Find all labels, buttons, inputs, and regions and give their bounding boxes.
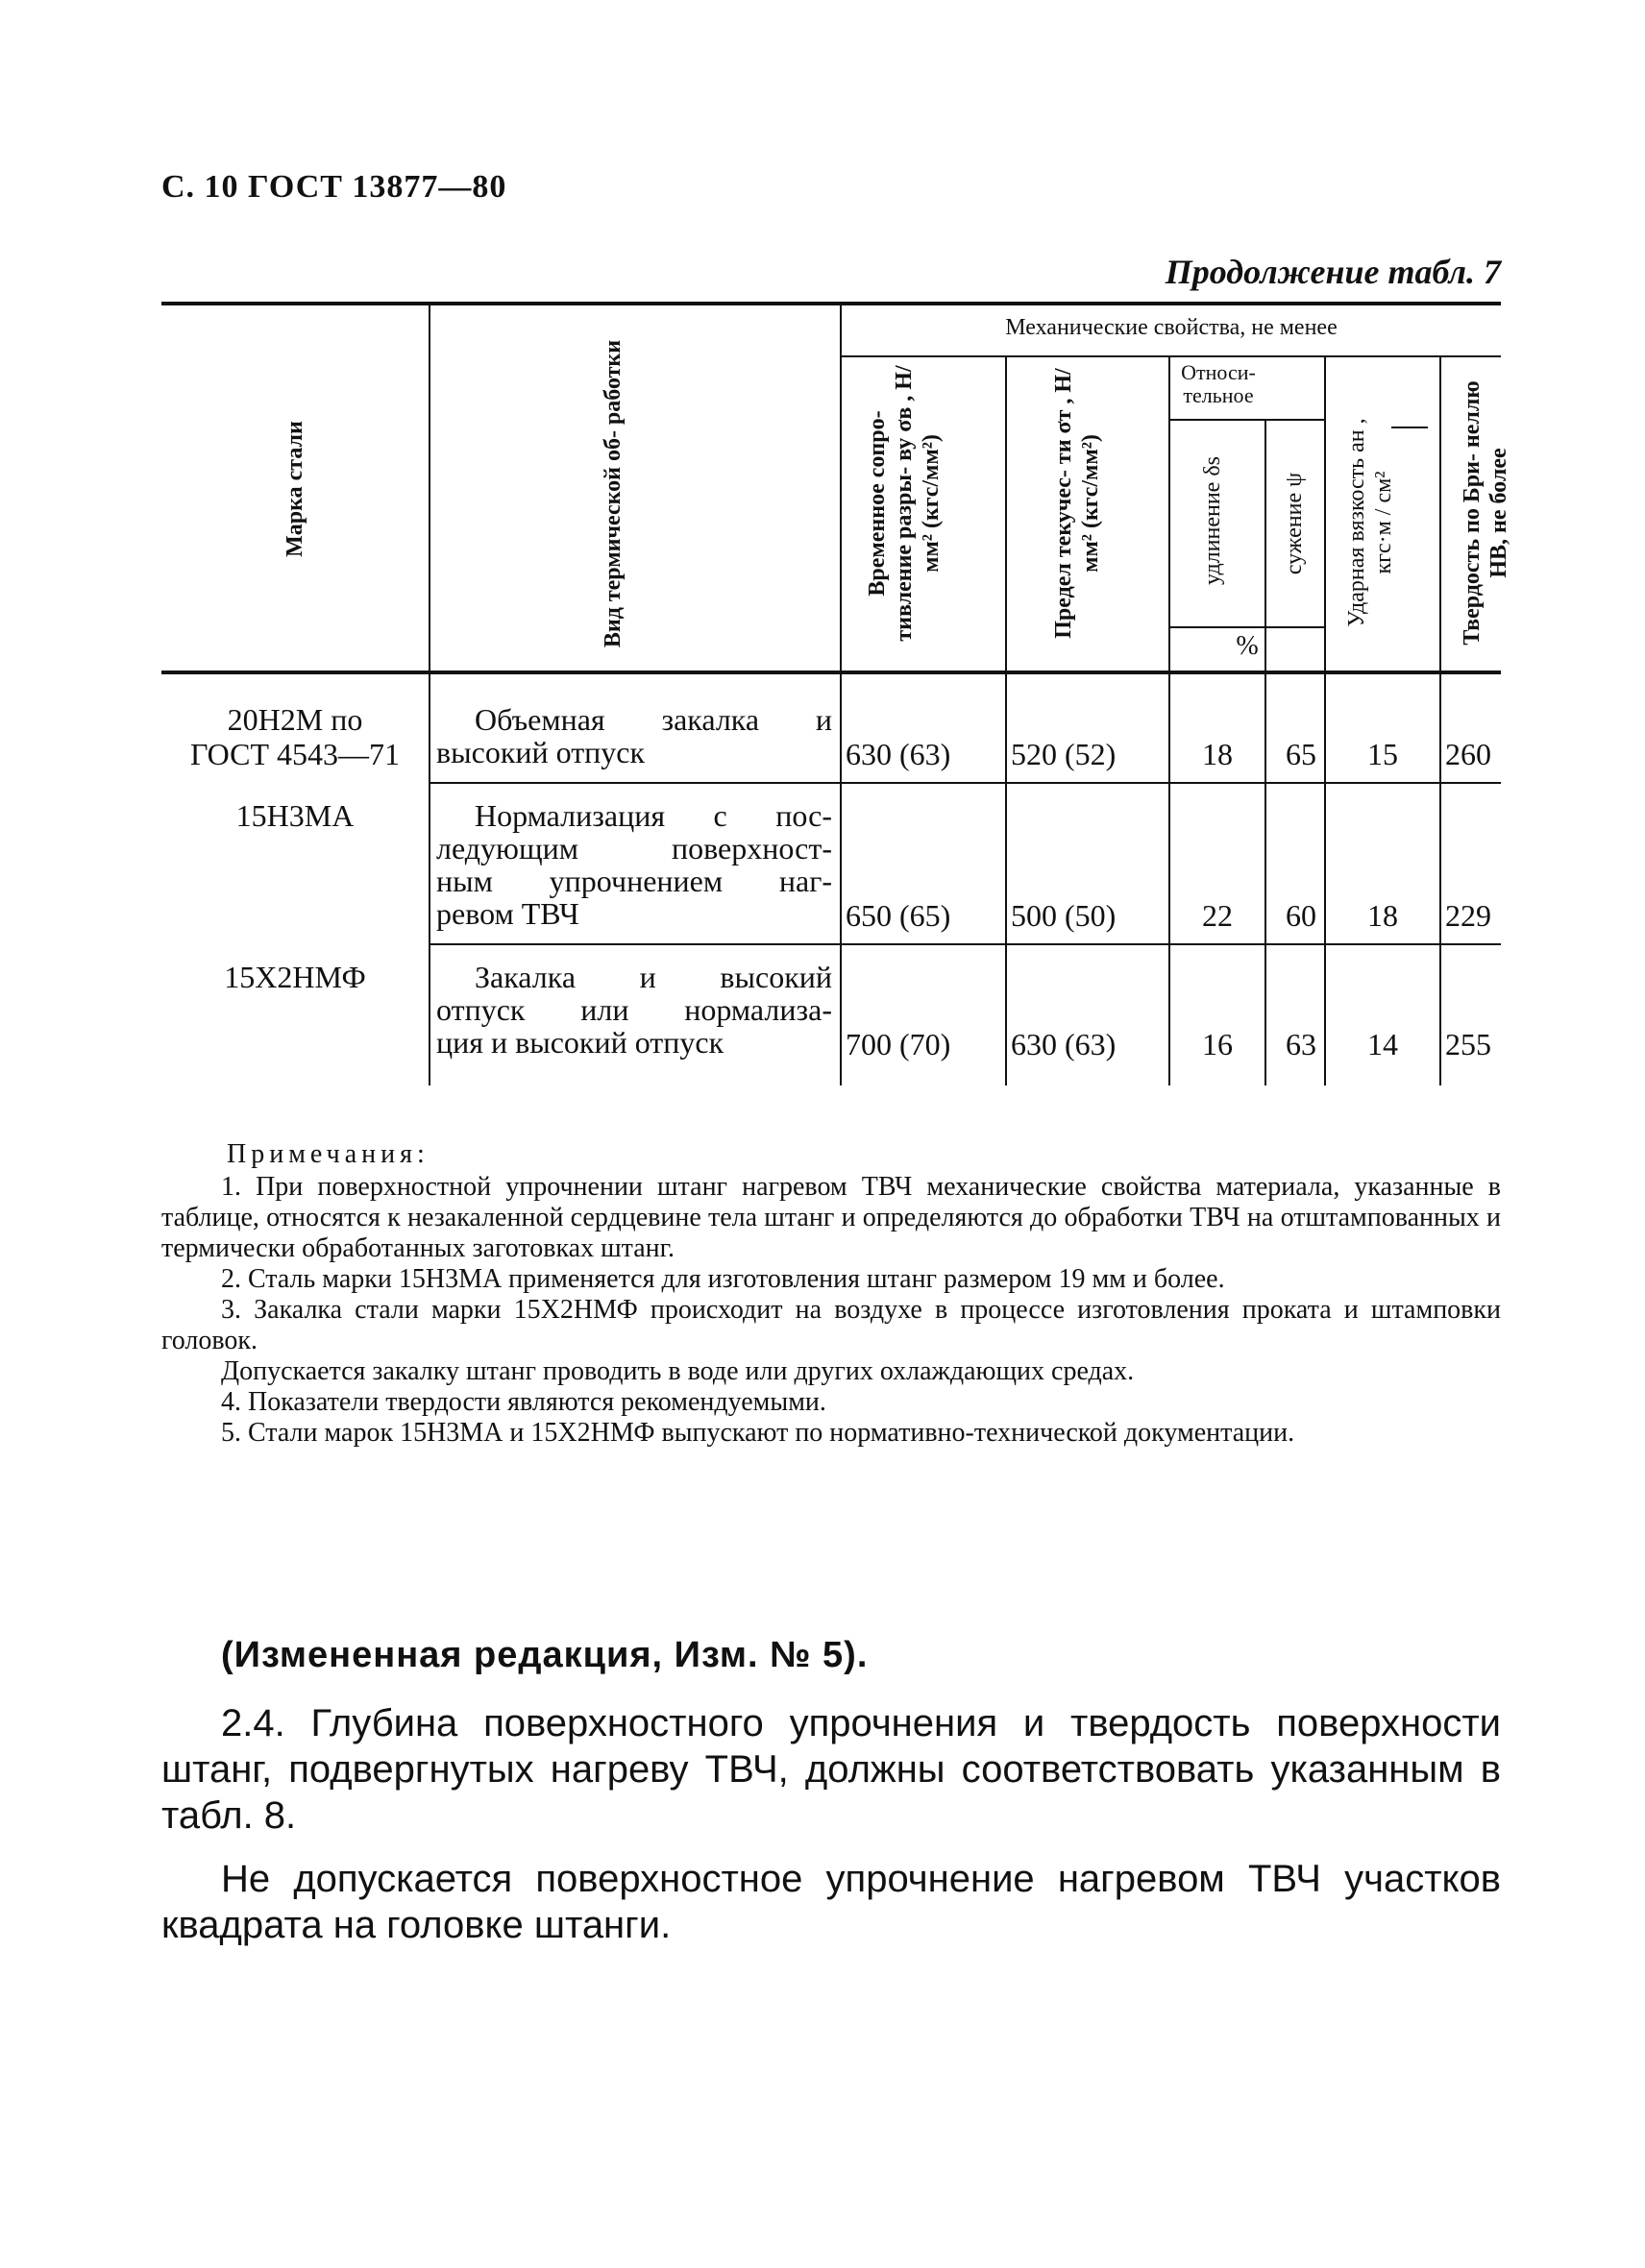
row3-elongation: 16 [1202, 1027, 1233, 1061]
row3-treatment-line2: отпуск или нормализа- [436, 992, 832, 1027]
row1-treatment-line2: высокий отпуск [436, 735, 646, 769]
header-hardness: Твердость по Бри- неллю HB, не более [1460, 380, 1511, 646]
row3-impact: 14 [1367, 1027, 1398, 1061]
paragraph-surface-hardening [161, 1856, 1501, 1948]
header-percent: % [1236, 631, 1259, 661]
row1-steel-line1: 20Н2М по [227, 702, 363, 737]
row2-steel: 15Н3МА [235, 798, 355, 833]
row-divider-2 [430, 943, 1501, 945]
relative-group-line [1170, 419, 1326, 421]
note-5: 5. Стали марок 15Н3МА и 15Х2НМФ выпускают по нормативно-технической документации. [221, 1418, 1295, 1448]
col-line-7 [1439, 355, 1441, 1085]
row3-yield: 630 (63) [1011, 1027, 1117, 1061]
row1-yield: 520 (52) [1011, 737, 1117, 771]
note-2: 2. Сталь марки 15Н3МА применяется для изготовления штанг размером 19 мм и более. [221, 1264, 1225, 1294]
row3-treatment-line1: Закалка и высокий [475, 960, 832, 994]
row1-treatment-line1: Объемная закалка и [475, 702, 832, 737]
row2-ultimate: 650 (65) [846, 898, 951, 933]
header-steel-grade: Марка стали [282, 421, 307, 557]
page-header: С. 10 ГОСТ 13877—80 [161, 169, 507, 205]
row2-reduction: 60 [1286, 898, 1316, 933]
properties-table [161, 302, 1511, 1099]
amendment-note: (Измененная редакция, Изм. № 5). [221, 1635, 869, 1675]
header-impact-strength: Ударная вязкость aн , кгс·м / см² [1344, 418, 1396, 627]
row1-hardness: 260 [1445, 737, 1491, 771]
header-reduction: сужение ψ [1282, 472, 1307, 575]
col-line-3 [1005, 355, 1007, 1085]
row3-ultimate: 700 (70) [846, 1027, 951, 1061]
paragraph-2-4-text: 2.4. Глубина поверхностного упрочнения и твердость поверхности штанг, подвергнутых нагреву ТВЧ, должны соответствовать указанным в табл. 8. [161, 1702, 1501, 1837]
table-caption: Продолжение табл. 7 [1165, 253, 1501, 291]
hardness-rule-1 [1439, 782, 1501, 784]
row1-steel-line2: ГОСТ 4543—71 [189, 737, 401, 771]
note-1: 1. При поверхностной упрочнении штанг нагревом ТВЧ механические свойства материала, указанные в таблице, относятся к незакаленной сердцевине тела штанг и определяются до обработки ТВЧ на отштампованных и термически обработанных заготовках штанг. [161, 1172, 1501, 1263]
row3-hardness: 255 [1445, 1027, 1491, 1061]
row1-impact: 15 [1367, 737, 1398, 771]
col-line-6 [1324, 355, 1326, 1085]
row2-treatment-line1: Нормализация с пос- [475, 798, 832, 833]
percent-line [1170, 626, 1326, 628]
row1-elongation: 18 [1202, 737, 1233, 771]
col-line-4 [1168, 355, 1170, 1085]
paragraph-surface-hardening-text: Не допускается поверхностное упрочнение нагревом ТВЧ участков квадрата на головке штанги. [161, 1858, 1501, 1946]
notes-title: Примечания: [227, 1139, 430, 1169]
row1-reduction: 65 [1286, 737, 1316, 771]
note-3b: Допускается закалку штанг проводить в воде или других охлаждающих средах. [221, 1356, 1135, 1386]
header-heat-treatment: Вид термической об- работки [601, 339, 626, 648]
header-yield-strength: Предел текучес- ти σт , Н/мм² (кгс/мм²) [1051, 368, 1103, 639]
header-relative-group: Относи- тельное [1181, 360, 1256, 407]
row2-treatment-line4: ревом ТВЧ [436, 896, 579, 931]
row1-ultimate: 630 (63) [846, 737, 951, 771]
col-line-2 [840, 302, 842, 1085]
note-3: 3. Закалка стали марки 15Х2НМФ происходит на воздухе в процессе изготовления проката и штамповки головок. [161, 1295, 1501, 1355]
row1-treatment [436, 703, 832, 768]
header-ultimate-strength: Временное сопро- тивление разры- ву σв , Н/мм² (кгс/мм²) [865, 365, 944, 642]
row3-steel: 15Х2НМФ [224, 960, 366, 994]
col-line-5 [1264, 419, 1266, 1085]
row2-yield: 500 (50) [1011, 898, 1117, 933]
table-notes [161, 1139, 1501, 1449]
table-top-border [161, 302, 1501, 305]
paragraph-2-4 [161, 1700, 1501, 1839]
row2-treatment-line3: ным упрочнением наг- [436, 864, 832, 898]
row2-treatment [436, 799, 832, 930]
row2-impact: 18 [1367, 898, 1398, 933]
header-mech-group: Механические свойства, не менее [1005, 315, 1338, 340]
note-4: 4. Показатели твердости являются рекомендуемыми. [221, 1387, 826, 1417]
row3-reduction: 63 [1286, 1027, 1316, 1061]
col-line-1 [429, 302, 430, 1085]
row-divider-1 [430, 782, 1501, 784]
row3-treatment-line3: ция и высокий отпуск [436, 1025, 724, 1060]
row3-treatment [436, 961, 832, 1059]
header-elongation: удлинение δs [1200, 456, 1225, 586]
row2-hardness: 229 [1445, 898, 1491, 933]
row2-treatment-line2: ледующим поверхност- [436, 831, 832, 866]
row2-elongation: 22 [1202, 898, 1233, 933]
header-bottom-border [161, 671, 1501, 674]
mech-group-line [842, 355, 1501, 357]
